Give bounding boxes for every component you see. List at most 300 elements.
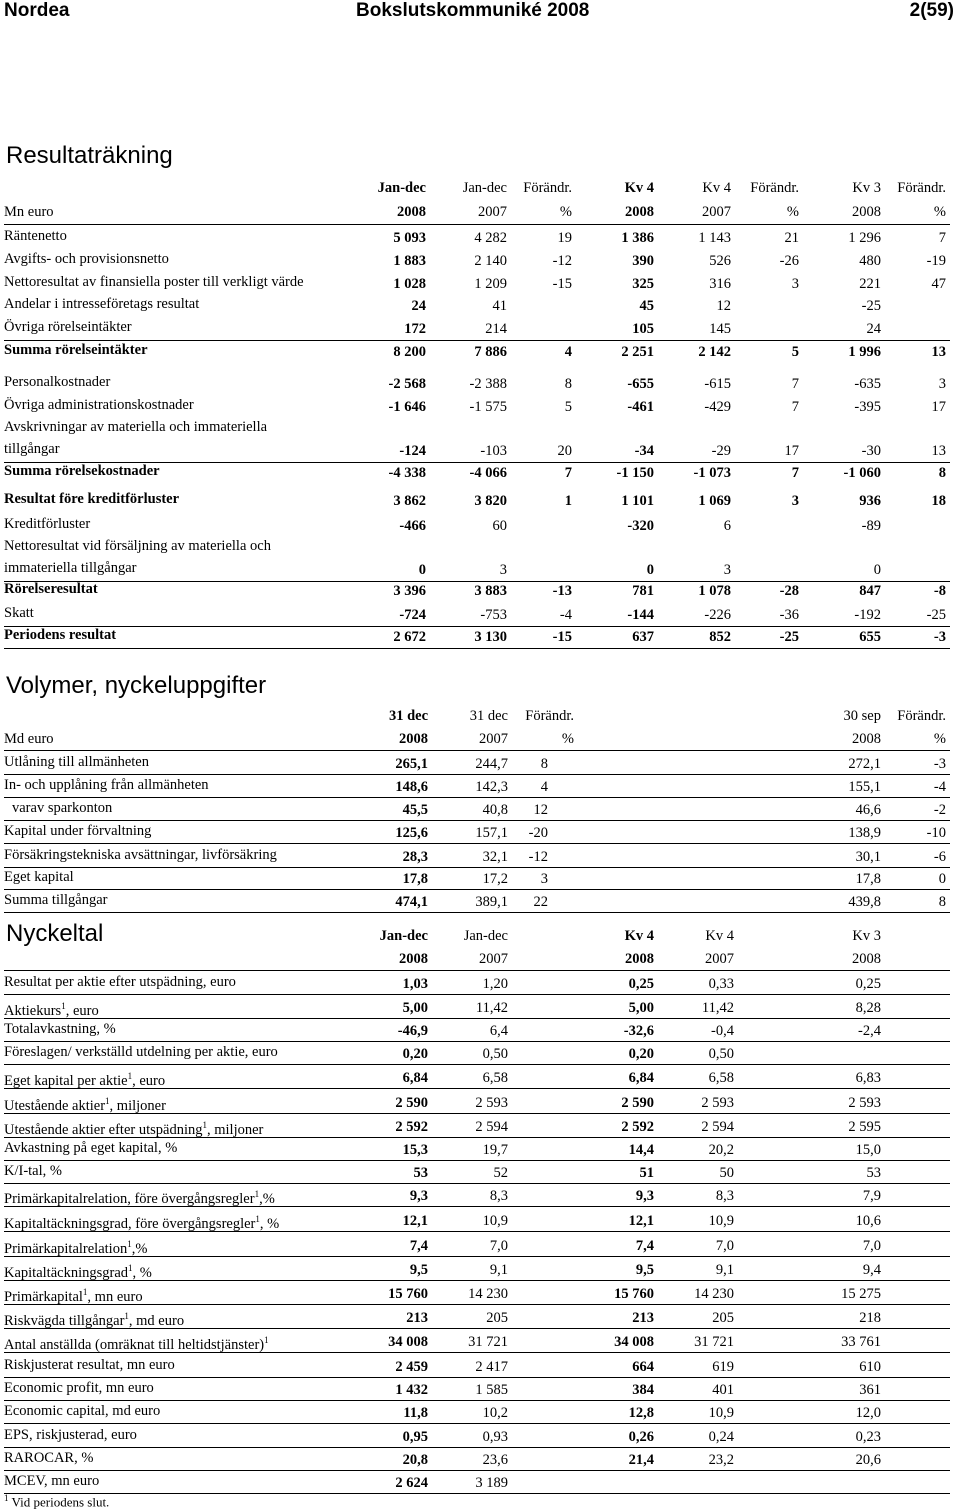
income-cell: 19 (557, 230, 572, 246)
volumes-row (4, 776, 950, 798)
income-header-cell: Förändr. (750, 180, 799, 196)
income-cell: 1 296 (848, 230, 881, 246)
volumes-cell: -20 (528, 825, 548, 841)
volumes-cell: 8 (938, 894, 946, 910)
volumes-header-cell: 2008 (852, 731, 881, 747)
volumes-header-cell: % (933, 731, 946, 747)
income-cell: 480 (859, 253, 881, 269)
keyfigures-header-cell: 2007 (705, 951, 734, 967)
income-cell: 1 996 (848, 344, 881, 360)
income-cell: -635 (854, 376, 881, 392)
keyfigures-cell: 10,6 (855, 1213, 881, 1229)
volumes-title: Volymer, nyckeluppgifter (6, 672, 267, 699)
label-text: Utestående aktier (4, 1097, 106, 1114)
volumes-header-cell: Förändr. (525, 708, 574, 724)
keyfigures-row (4, 1210, 950, 1232)
income-cell: 8 (938, 465, 946, 481)
keyfigures-row (4, 997, 950, 1019)
volumes-row (4, 822, 950, 844)
volumes-cell: -3 (933, 756, 946, 772)
keyfigures-header-cell: 2008 (852, 951, 881, 967)
income-cell: 1 (564, 493, 572, 509)
keyfigures-cell: 7,4 (409, 1238, 428, 1254)
income-row-label: Nettoresultat av finansiella poster till verkligt värde (4, 274, 304, 290)
volumes-cell: 17,2 (482, 871, 508, 887)
keyfigures-cell: 361 (859, 1382, 881, 1398)
keyfigures-cell: 11,42 (475, 1000, 508, 1016)
keyfigures-cell: 205 (712, 1310, 734, 1326)
keyfigures-cell: 11,8 (403, 1405, 428, 1421)
keyfigures-row-label (4, 1067, 165, 1090)
keyfigures-cell: 10,9 (708, 1405, 734, 1421)
keyfigures-cell: 1,20 (482, 976, 508, 992)
income-row (4, 318, 950, 341)
volumes-cell: -2 (933, 802, 946, 818)
income-cell: 3 (791, 493, 799, 509)
keyfigures-cell: 2 624 (395, 1475, 428, 1491)
keyfigures-cell: 10,9 (708, 1213, 734, 1229)
keyfigures-row (4, 1331, 950, 1353)
label-text: Resultat per aktie efter utspädning, euro (4, 974, 236, 990)
keyfigures-cell: 0,24 (708, 1429, 734, 1445)
income-cell: -25 (926, 607, 946, 623)
keyfigures-header-cell: 2007 (479, 951, 508, 967)
income-cell: -103 (480, 443, 507, 459)
keyfigures-cell: 213 (406, 1310, 428, 1326)
volumes-row-label: Eget kapital (4, 869, 74, 885)
keyfigures-cell: 2 590 (395, 1095, 428, 1111)
volumes-header-cell: 31 dec (388, 708, 428, 724)
keyfigures-cell: 6,83 (855, 1070, 881, 1086)
income-cell: 221 (859, 276, 881, 292)
income-cell: 20 (557, 443, 572, 459)
volumes-row-label: Kapital under förvaltning (4, 823, 152, 839)
volumes-cell: 439,8 (848, 894, 881, 910)
keyfigures-row-label (4, 1331, 269, 1354)
keyfigures-cell: 0,95 (402, 1429, 428, 1445)
keyfigures-row-label (4, 1307, 184, 1330)
income-cell: 172 (404, 321, 426, 337)
keyfigures-cell: 15 275 (841, 1286, 881, 1302)
label-text: Eget kapital per aktie (4, 1072, 128, 1089)
volumes-cell: 22 (533, 894, 548, 910)
keyfigures-cell: 5,00 (402, 1000, 428, 1016)
keyfigures-row (4, 1185, 950, 1207)
keyfigures-cell: -0,4 (711, 1023, 734, 1039)
keyfigures-cell: 14 230 (694, 1286, 734, 1302)
income-cell: 105 (632, 321, 654, 337)
volumes-row-label: Utlåning till allmänheten (4, 754, 149, 770)
volumes-unit-label: Md euro (4, 731, 54, 747)
income-cell: 1 069 (698, 493, 731, 509)
keyfigures-row (4, 1043, 950, 1065)
income-row-label: Resultat före kreditförluster (4, 491, 180, 507)
keyfigures-cell: 8,28 (855, 1000, 881, 1016)
label-suffix: , euro (65, 1002, 99, 1019)
label-text: Antal anställda (omräknat till heltidstjänster) (4, 1336, 265, 1353)
volumes-cell: 17,8 (855, 871, 881, 887)
income-cell: 7 886 (474, 344, 507, 360)
income-header-cell: Kv 4 (702, 180, 731, 196)
income-cell: 1 101 (621, 493, 654, 509)
income-header-cell: Jan-dec (377, 180, 426, 196)
keyfigures-header-cell: Kv 3 (852, 928, 881, 944)
income-cell: -4 338 (388, 465, 426, 481)
income-cell: -753 (480, 607, 507, 623)
volumes-header-cell: 2008 (399, 731, 428, 747)
keyfigures-cell: 23,6 (482, 1452, 508, 1468)
keyfigures-cell: 31 721 (694, 1334, 734, 1350)
income-cell: -4 066 (469, 465, 507, 481)
keyfigures-cell: 9,1 (715, 1262, 734, 1278)
income-cell: 13 (931, 443, 946, 459)
keyfigures-cell: 2 459 (395, 1359, 428, 1375)
income-cell: 325 (632, 276, 654, 292)
keyfigures-cell: 2 594 (475, 1119, 508, 1135)
header-company: Nordea (4, 0, 70, 21)
keyfigures-row (4, 1139, 950, 1161)
income-cell: -2 568 (388, 376, 426, 392)
keyfigures-cell: 31 721 (468, 1334, 508, 1350)
income-cell: 17 (931, 399, 946, 415)
label-text: Utestående aktier efter utspädning (4, 1121, 203, 1138)
income-cell: 5 093 (393, 230, 426, 246)
keyfigures-cell: -2,4 (858, 1023, 881, 1039)
income-cell: 41 (492, 298, 507, 314)
income-cell: -4 (559, 607, 572, 623)
income-cell: 7 (791, 376, 799, 392)
income-header-cell: 2008 (625, 204, 654, 220)
income-header-cell: 2008 (397, 204, 426, 220)
footnote-ref: 1 (105, 1096, 110, 1106)
keyfigures-cell: 0,50 (708, 1046, 734, 1062)
income-cell: 45 (639, 298, 654, 314)
income-cell: 7 (791, 399, 799, 415)
volumes-cell: -6 (933, 849, 946, 865)
keyfigures-cell: 11,42 (701, 1000, 734, 1016)
volumes-row (4, 846, 950, 868)
footnote-ref: 1 (202, 1120, 207, 1130)
keyfigures-header-cell: 2008 (625, 951, 654, 967)
keyfigures-cell: 2 590 (621, 1095, 654, 1111)
label-text: Riskvägda tillgångar (4, 1312, 125, 1329)
income-header-cell: % (559, 204, 572, 220)
income-cell: 6 (723, 518, 731, 534)
label-text: Primärkapitalrelation (4, 1240, 128, 1257)
keyfigures-cell: 14,4 (628, 1142, 654, 1158)
volumes-row (4, 891, 950, 913)
income-cell: 1 028 (393, 276, 426, 292)
income-row-label: Räntenetto (4, 228, 67, 244)
footnote-ref: 1 (82, 1287, 88, 1297)
keyfigures-title: Nyckeltal (6, 920, 104, 947)
income-cell: -12 (552, 253, 572, 269)
income-header-cell: % (933, 204, 946, 220)
keyfigures-cell: 0,20 (628, 1046, 654, 1062)
volumes-cell: 45,5 (402, 802, 428, 818)
income-cell: -1 575 (469, 399, 507, 415)
volumes-row-label: Försäkringstekniska avsättningar, livförsäkring (4, 847, 277, 863)
keyfigures-cell: 9,5 (635, 1262, 654, 1278)
income-cell: -124 (399, 443, 426, 459)
label-suffix: ,% (259, 1190, 275, 1207)
label-text: RAROCAR, % (4, 1450, 94, 1466)
keyfigures-row-label (4, 1259, 152, 1282)
keyfigures-cell: 6,58 (708, 1070, 734, 1086)
income-cell: -15 (552, 629, 572, 645)
keyfigures-cell: 213 (632, 1310, 654, 1326)
volumes-cell: 46,6 (855, 802, 881, 818)
keyfigures-cell: 34 008 (614, 1334, 654, 1350)
income-cell: -26 (779, 253, 799, 269)
keyfigures-cell: 218 (859, 1310, 881, 1326)
keyfigures-cell: 619 (712, 1359, 734, 1375)
income-cell: 655 (859, 629, 881, 645)
income-cell: -395 (854, 399, 881, 415)
volumes-cell: 155,1 (848, 779, 881, 795)
keyfigures-row-label (4, 1185, 275, 1208)
income-row-label: Skatt (4, 605, 34, 621)
keyfigures-cell: 9,5 (409, 1262, 428, 1278)
footnote-ref: 1 (254, 1189, 260, 1199)
income-row-label: Nettoresultat vid försäljning av materiella och (4, 538, 271, 554)
income-cell: 12 (716, 298, 731, 314)
keyfigures-cell: 10,9 (482, 1213, 508, 1229)
label-text: K/I-tal, % (4, 1163, 62, 1179)
income-cell: 3 (723, 562, 731, 578)
volumes-cell: 272,1 (848, 756, 881, 772)
footnote-ref: 1 (124, 1311, 129, 1321)
income-cell: -25 (861, 298, 881, 314)
label-suffix: , % (132, 1264, 152, 1281)
keyfigures-cell: 2 417 (475, 1359, 508, 1375)
income-statement-title: Resultaträkning (6, 142, 173, 169)
label-text: Primärkapitalrelation, före övergångsregler (4, 1190, 255, 1207)
label-text: Aktiekurs (4, 1002, 62, 1019)
income-cell: -226 (704, 607, 731, 623)
label-suffix: , miljoner (109, 1097, 166, 1114)
income-cell: -2 388 (469, 376, 507, 392)
volumes-cell: 265,1 (395, 756, 428, 772)
keyfigures-cell: 15 760 (614, 1286, 654, 1302)
income-cell: 2 140 (474, 253, 507, 269)
keyfigures-cell: 14 230 (468, 1286, 508, 1302)
keyfigures-row (4, 1259, 950, 1281)
footnote-ref: 1 (127, 1239, 132, 1249)
keyfigures-cell: 15,0 (855, 1142, 881, 1158)
income-cell: 3 (791, 276, 799, 292)
income-header-cell: Kv 3 (852, 180, 881, 196)
income-row-label: Personalkostnader (4, 374, 111, 390)
income-cell: 3 820 (474, 493, 507, 509)
income-cell: 390 (632, 253, 654, 269)
income-cell: -15 (552, 276, 572, 292)
keyfigures-cell: 53 (866, 1165, 881, 1181)
income-cell: 1 143 (698, 230, 731, 246)
keyfigures-cell: 3 189 (475, 1475, 508, 1491)
label-text: Economic capital, md euro (4, 1403, 161, 1419)
keyfigures-row (4, 1472, 950, 1494)
header-page-number: 2(59) (909, 0, 954, 21)
keyfigures-cell: 0,25 (628, 976, 654, 992)
keyfigures-row (4, 1020, 950, 1042)
income-cell: 7 (938, 230, 946, 246)
income-cell: 7 (564, 465, 572, 481)
income-cell: 13 (931, 344, 946, 360)
keyfigures-row (4, 1402, 950, 1424)
income-cell: -1 073 (693, 465, 731, 481)
keyfigures-cell: 9,4 (862, 1262, 881, 1278)
income-cell: -461 (627, 399, 654, 415)
keyfigures-header-cell: 2008 (399, 951, 428, 967)
keyfigures-row-label (4, 973, 236, 991)
income-cell: -28 (779, 583, 799, 599)
footnote (4, 1493, 109, 1510)
volumes-header-cell: 31 dec (469, 708, 508, 724)
volumes-cell: 3 (540, 871, 548, 887)
income-cell: -8 (933, 583, 946, 599)
income-cell: 60 (492, 518, 507, 534)
keyfigures-row-label (4, 1402, 160, 1420)
volumes-row (4, 799, 950, 821)
label-suffix: , euro (132, 1072, 166, 1089)
volumes-cell: -10 (926, 825, 946, 841)
volumes-header-cell: 30 sep (843, 708, 881, 724)
keyfigures-cell: 12,1 (628, 1213, 654, 1229)
keyfigures-cell: 664 (632, 1359, 654, 1375)
volumes-cell: 157,1 (475, 825, 508, 841)
income-cell: -192 (854, 607, 881, 623)
income-cell: 637 (632, 629, 654, 645)
keyfigures-cell: 6,84 (402, 1070, 428, 1086)
volumes-cell: -4 (933, 779, 946, 795)
volumes-cell: 389,1 (475, 894, 508, 910)
volumes-cell: 8 (540, 756, 548, 772)
keyfigures-row-label (4, 1235, 147, 1258)
keyfigures-header-cell: Kv 4 (624, 928, 654, 944)
income-cell: 3 883 (474, 583, 507, 599)
keyfigures-cell: 8,3 (489, 1188, 508, 1204)
income-cell: 145 (709, 321, 731, 337)
keyfigures-row (4, 1162, 950, 1184)
keyfigures-row-label (4, 1043, 278, 1061)
keyfigures-row-label (4, 1116, 263, 1139)
income-cell: -36 (779, 607, 799, 623)
keyfigures-cell: 0,50 (482, 1046, 508, 1062)
keyfigures-header-row-2 (4, 950, 950, 971)
volumes-header-row-2 (4, 730, 950, 751)
income-cell: -615 (704, 376, 731, 392)
footnote-ref: 1 (255, 1214, 260, 1224)
keyfigures-row-label (4, 1162, 62, 1180)
income-row-label-cont: tillgångar (4, 441, 60, 457)
keyfigures-cell: 33 761 (841, 1334, 881, 1350)
keyfigures-cell: 1 432 (395, 1382, 428, 1398)
keyfigures-row (4, 1092, 950, 1114)
keyfigures-cell: 51 (639, 1165, 654, 1181)
income-cell: 781 (632, 583, 654, 599)
income-cell: 526 (709, 253, 731, 269)
keyfigures-cell: 2 594 (701, 1119, 734, 1135)
income-header-cell: Förändr. (523, 180, 572, 196)
income-cell: 24 (866, 321, 881, 337)
keyfigures-row (4, 973, 950, 995)
volumes-row-label: Summa tillgångar (4, 892, 108, 908)
keyfigures-cell: 34 008 (388, 1334, 428, 1350)
income-cell: 1 386 (621, 230, 654, 246)
footnote-ref: 1 (128, 1263, 133, 1273)
keyfigures-cell: 53 (413, 1165, 428, 1181)
keyfigures-cell: 0,26 (628, 1429, 654, 1445)
income-row-label: Avskrivningar av materiella och immateriella (4, 419, 268, 435)
income-unit-label: Mn euro (4, 204, 54, 220)
volumes-cell: 0 (938, 871, 946, 887)
keyfigures-row-label (4, 1139, 177, 1157)
label-text: Economic profit, mn euro (4, 1380, 154, 1396)
income-header-cell: Förändr. (897, 180, 946, 196)
label-suffix: , miljoner (207, 1121, 264, 1138)
keyfigures-row-label (4, 997, 99, 1020)
income-cell: -89 (861, 518, 881, 534)
income-cell: 1 078 (698, 583, 731, 599)
keyfigures-cell: 2 593 (475, 1095, 508, 1111)
volumes-header-cell: Förändr. (897, 708, 946, 724)
keyfigures-cell: 5,00 (628, 1000, 654, 1016)
keyfigures-cell: 20,2 (708, 1142, 734, 1158)
income-row-label: Periodens resultat (4, 627, 117, 643)
label-text: MCEV, mn euro (4, 1473, 100, 1489)
volumes-cell: 40,8 (482, 802, 508, 818)
income-cell: 21 (784, 230, 799, 246)
income-cell: 47 (931, 276, 946, 292)
income-cell: -3 (933, 629, 946, 645)
income-cell: 18 (931, 493, 946, 509)
footnote-marker: 1 (4, 1493, 9, 1503)
keyfigures-cell: 52 (493, 1165, 508, 1181)
keyfigures-cell: 20,6 (855, 1452, 881, 1468)
keyfigures-row (4, 1283, 950, 1305)
keyfigures-cell: 19,7 (482, 1142, 508, 1158)
page-header (0, 0, 960, 24)
volumes-cell: 244,7 (475, 756, 508, 772)
volumes-cell: 4 (540, 779, 548, 795)
income-cell: -25 (779, 629, 799, 645)
keyfigures-cell: 12,1 (402, 1213, 428, 1229)
income-row (4, 537, 950, 582)
income-cell: -320 (627, 518, 654, 534)
income-cell: -724 (399, 607, 426, 623)
keyfigures-cell: 12,8 (628, 1405, 654, 1421)
income-cell: 4 282 (474, 230, 507, 246)
volumes-cell: 12 (533, 802, 548, 818)
volumes-header-cell: % (561, 731, 574, 747)
keyfigures-row-label (4, 1426, 137, 1444)
income-cell: -429 (704, 399, 731, 415)
income-cell: -34 (634, 443, 654, 459)
income-row-label: Rörelseresultat (4, 581, 98, 597)
income-cell: 2 142 (698, 344, 731, 360)
label-text: Totalavkastning, % (4, 1021, 116, 1037)
income-row-label: Andelar i intresseföretags resultat (4, 296, 200, 312)
income-row-label: Övriga rörelseintäkter (4, 319, 132, 335)
income-cell: 8 200 (393, 344, 426, 360)
keyfigures-cell: 1 585 (475, 1382, 508, 1398)
keyfigures-row (4, 1116, 950, 1138)
income-cell: 2 672 (393, 629, 426, 645)
income-header-row-2 (4, 203, 950, 225)
keyfigures-cell: 384 (632, 1382, 654, 1398)
income-cell: 24 (411, 298, 426, 314)
